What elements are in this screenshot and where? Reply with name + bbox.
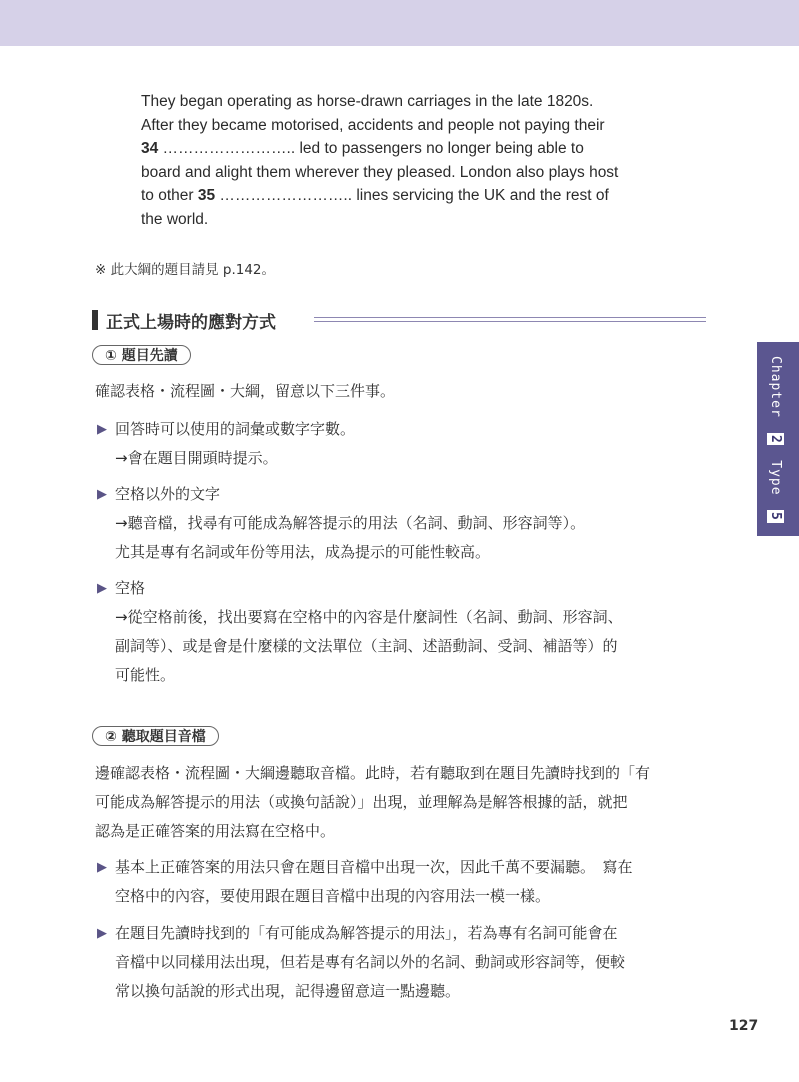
- triangle-bullet-icon: ▶: [97, 581, 107, 596]
- blank-number-34: 34: [141, 140, 159, 158]
- type-label: Type: [768, 460, 783, 496]
- reference-note: ※ 此大綱的題目請見 p.142。: [95, 262, 276, 278]
- step1-bullet2-sub2: 尤其是專有名詞或年份等用法，成為提示的可能性較高。: [115, 543, 491, 561]
- step2-bullet2-line2: 音檔中以同樣用法出現，但若是專有名詞以外的名詞、動詞或形容詞等，便較: [115, 953, 626, 971]
- triangle-bullet-icon: ▶: [97, 860, 107, 875]
- step1-bullet3-sub3: 可能性。: [115, 666, 176, 684]
- step1-bullet3: 空格: [115, 579, 146, 597]
- blank-number-35: 35: [197, 187, 216, 205]
- step2-bullet1-line2: 空格中的內容，要使用跟在題目音檔中出現的內容用法一模一樣。: [115, 887, 551, 905]
- chapter-side-tab: [757, 342, 799, 536]
- step1-bullet1: 回答時可以使用的詞彙或數字字數。: [115, 420, 356, 438]
- triangle-bullet-icon: ▶: [97, 487, 107, 502]
- chapter-label: Chapter: [768, 356, 783, 418]
- step2-bullet1-line1: 基本上正確答案的用法只會在題目音檔中出現一次，因此千萬不要漏聽。 寫在: [115, 858, 633, 876]
- reading-passage: They began operating as horse-drawn carriages in the late 1820s. After they became motorised, accidents and people not paying their 34 …………………….. led to passengers no longer being able to board and alight them wherever they pleased. London also plays host to other 35 …………………….. lines servicing the UK and the rest of the world.: [141, 93, 619, 228]
- heading-bar-icon: [92, 310, 98, 330]
- type-number: 5: [768, 512, 783, 522]
- step2-bullet2-line3: 常以換句話說的形式出現，記得邊留意這一點邊聽。: [115, 982, 461, 1000]
- triangle-bullet-icon: ▶: [97, 422, 107, 437]
- page-number: 127: [729, 1018, 759, 1034]
- section-heading: 正式上場時的應對方式: [92, 310, 276, 330]
- triangle-bullet-icon: ▶: [97, 926, 107, 941]
- chapter-number: 2: [768, 434, 783, 444]
- step1-bullet2: 空格以外的文字: [115, 485, 221, 503]
- step2-intro-line1: 邊確認表格・流程圖・大綱邊聽取音檔。此時，若有聽取到在題目先讀時找到的「有: [95, 764, 651, 782]
- step1-bullet3-sub1: →從空格前後，找出要寫在空格中的內容是什麼詞性（名詞、動詞、形容詞、: [115, 608, 623, 626]
- step1-bullet1-sub: →會在題目開頭時提示。: [115, 449, 278, 467]
- step1-bullet3-sub2: 副詞等）、或是會是什麼樣的文法單位（主詞、述語動詞、受詞、補語等）的: [115, 637, 618, 655]
- step2-pill: ② 聽取題目音檔: [92, 726, 219, 746]
- step1-intro: 確認表格・流程圖・大綱，留意以下三件事。: [95, 382, 396, 400]
- step1-pill: ① 題目先讀: [92, 345, 191, 365]
- step1-bullet2-sub1: →聽音檔，找尋有可能成為解答提示的用法（名詞、動詞、形容詞等）。: [115, 514, 586, 532]
- step2-bullet2-line1: 在題目先讀時找到的「有可能成為解答提示的用法」，若為專有名詞可能會在: [115, 924, 618, 942]
- step2-intro-line3: 認為是正確答案的用法寫在空格中。: [95, 822, 336, 840]
- top-header-band: [0, 0, 799, 46]
- step2-intro-line2: 可能成為解答提示的用法（或換句話說）」出現，並理解為是解答根據的話，就把: [95, 793, 628, 811]
- heading-double-rule: [314, 317, 706, 322]
